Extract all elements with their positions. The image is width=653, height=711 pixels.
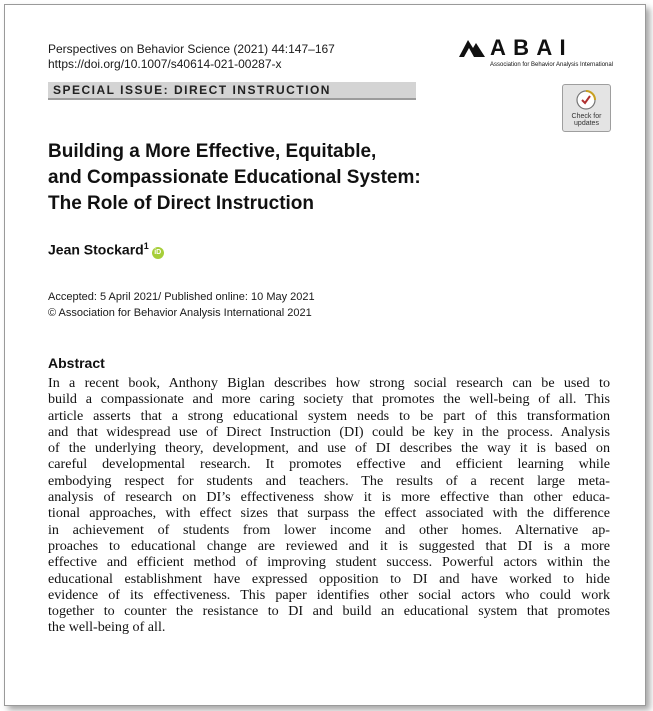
abstract-line: of the underlying theory, development, and use of DI describes the way it is based on (48, 440, 610, 457)
abstract-line: In a recent book, Anthony Biglan describes how strong social research can be used to (48, 375, 610, 391)
abstract-line: and that widespread use of Direct Instruction (DI) could be key in the process. Analysis (48, 423, 610, 440)
publication-dates (48, 289, 315, 321)
abstract-line: build a compassionate and more caring society that promotes the well-being of all. This (48, 391, 610, 408)
abstract-line: article asserts that a strong educational system needs to be part of this transformation (48, 407, 610, 424)
abai-subtitle: Association for Behavior Analysis International (490, 62, 614, 68)
abstract-line: evidence of its effectiveness. This paper identifies other social actors who could work (48, 586, 610, 603)
check-for-updates-icon (576, 89, 596, 111)
special-issue-label: SPECIAL ISSUE: DIRECT INSTRUCTION (53, 83, 331, 97)
abstract-line: embodying respect for students and teachers. The results of a recent large meta- (48, 472, 610, 489)
title-line: and Compassionate Educational System: (48, 167, 421, 188)
abstract-line: careful developmental research. It promotes effective and efficient learning while (48, 456, 610, 473)
doi-link[interactable]: https://doi.org/10.1007/s40614-021-00287-x (48, 57, 282, 71)
abai-mark-icon (457, 37, 487, 59)
abstract-body (48, 375, 610, 636)
special-issue-banner (48, 82, 416, 100)
author-affiliation: 1 (143, 241, 149, 251)
abstract-line: tional approaches, with effect sizes that surpass the effect associated with the difference (48, 505, 610, 522)
author-name[interactable]: Jean Stockard (48, 241, 144, 258)
orcid-icon[interactable]: iD (152, 247, 164, 259)
abstract-line: analysis of research on DI’s effectiveness show it is more effective than other educa- (48, 489, 610, 506)
check-for-updates-button[interactable] (562, 84, 611, 132)
abstract-line: together to counter the resistance to DI and build an educational system that promotes (48, 603, 610, 620)
abai-letters: A B A I (490, 35, 567, 60)
paper-page (4, 4, 646, 706)
abstract-line: educational establishment have expressed opposition to DI and have worked to hide (48, 570, 610, 587)
article-title (48, 139, 468, 217)
abstract-line: proaches to educational change are reviewed and it is suggested that DI is a more (48, 537, 610, 554)
accepted-published: Accepted: 5 April 2021/ Published online: 10 May 2021 (48, 291, 315, 303)
journal-citation: Perspectives on Behavior Science (2021) 44:147–167 (48, 42, 335, 56)
abai-logo (457, 35, 617, 71)
abstract-line: in achievement of students from lower income and other homes. Alternative ap- (48, 521, 610, 538)
author (48, 241, 164, 259)
abstract-line: the well-being of all. (48, 619, 166, 636)
abstract-heading: Abstract (48, 355, 105, 371)
title-line: The Role of Direct Instruction (48, 193, 315, 214)
title-line: Building a More Effective, Equitable, (48, 141, 377, 162)
check-for-updates-label: Check for updates (571, 113, 602, 127)
copyright: © Association for Behavior Analysis International 2021 (48, 307, 312, 319)
abstract-line: effective and efficient method of improving student success. Powerful actors within the (48, 554, 610, 571)
